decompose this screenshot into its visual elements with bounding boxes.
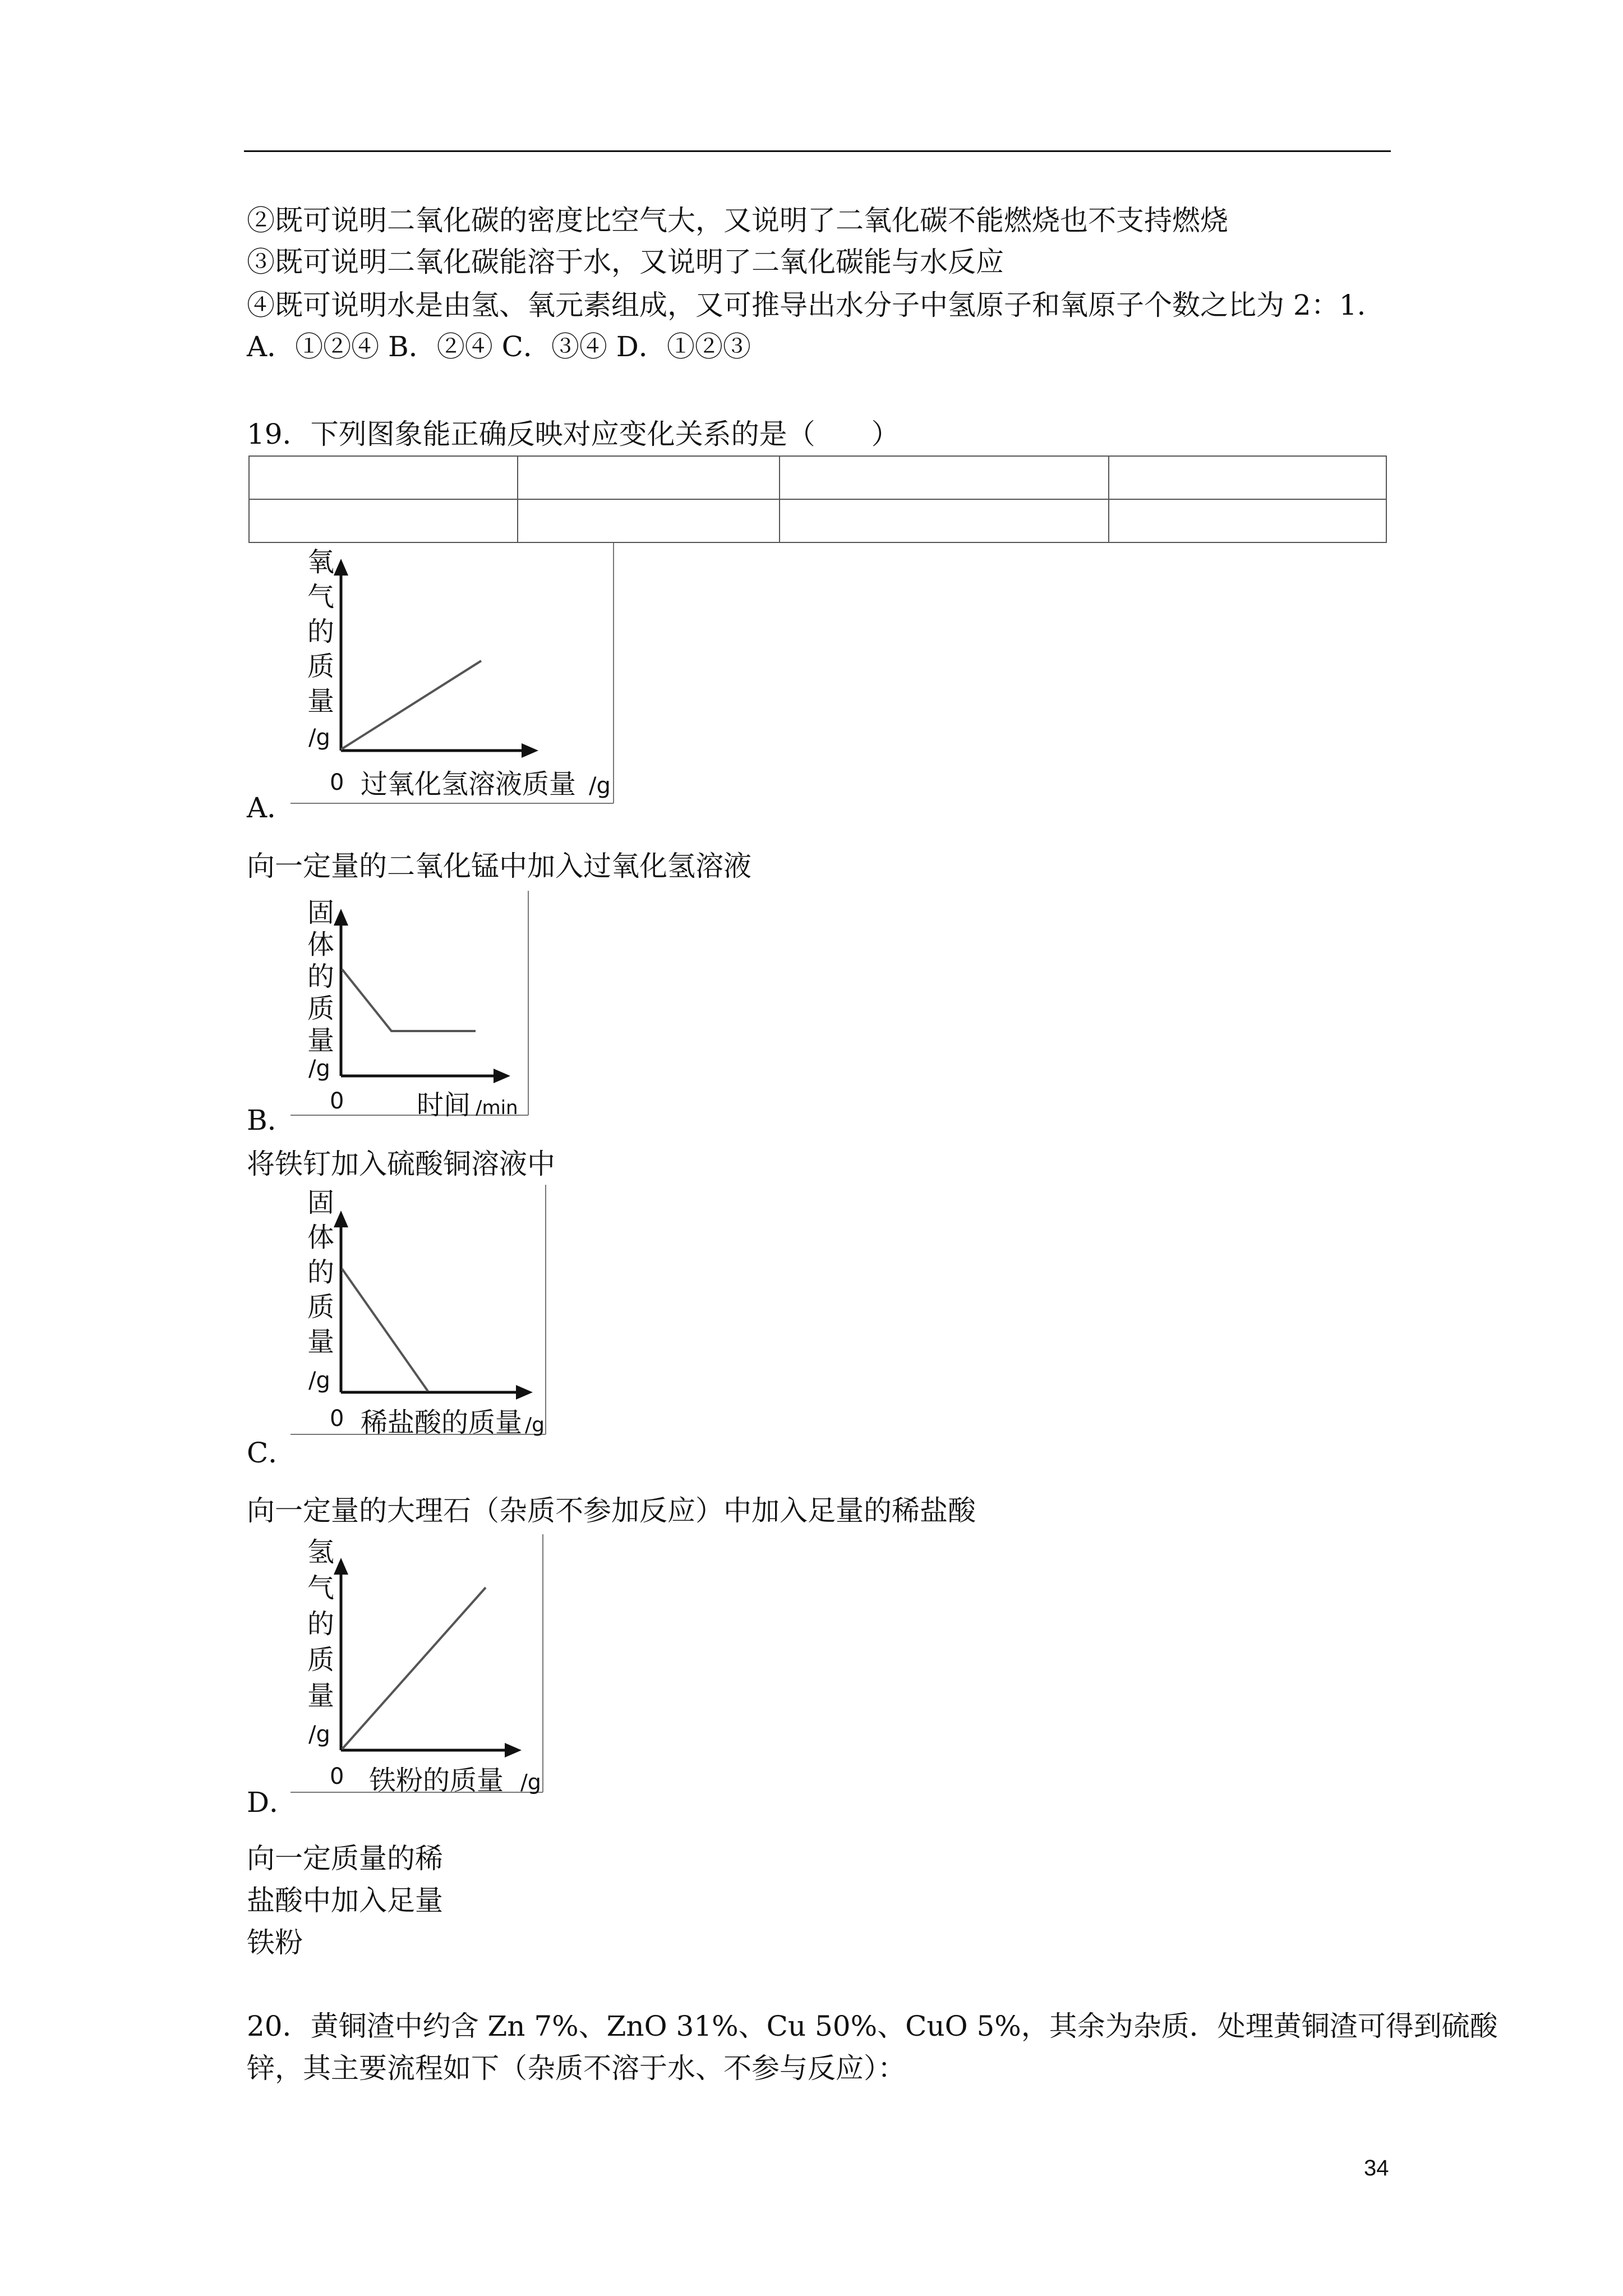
x-label: 铁粉的质量 [369,1765,504,1795]
table-cell [518,499,780,542]
answer-options-q18: A．①②④ B．②④ C．③④ D．①②③ [247,330,751,363]
x-axis-arrow [494,1069,510,1083]
y-unit: /g [308,1722,330,1747]
y-label-char: 气 [307,581,335,613]
origin-label: 0 [330,1088,344,1114]
table-cell [249,499,518,542]
x-unit: /g [520,1770,541,1795]
statement-2: ②既可说明二氧化碳的密度比空气大，又说明了二氧化碳不能燃烧也不支持燃烧 [247,204,1228,237]
y-unit: /g [308,1056,330,1082]
x-axis-arrow [516,1385,533,1400]
option-a-description: 向一定量的二氧化锰中加入过氧化氢溶液 [247,850,751,882]
table-row [249,456,1386,499]
table-cell [1109,456,1386,499]
origin-label: 0 [330,1406,344,1432]
y-label-char: 量 [307,1326,335,1358]
y-axis-arrow [334,1558,348,1575]
option-d-letter: D． [247,1786,298,1819]
y-label-char: 质 [307,1644,335,1676]
option-b-letter: B． [247,1104,296,1137]
y-label-char: 气 [307,1572,335,1604]
y-axis-arrow [334,559,348,576]
y-label-char: 固 [307,897,335,928]
y-label-char: 体 [307,929,335,960]
table-cell [249,456,518,499]
x-unit: /g [525,1414,545,1437]
graph-b [291,891,532,1118]
origin-label: 0 [330,770,344,795]
x-axis-arrow [505,1743,522,1757]
option-b-description: 将铁钉加入硫酸铜溶液中 [247,1148,555,1180]
y-label-char: 量 [307,1680,335,1711]
question-20-line-1: 20．黄铜渣中约含 Zn 7%、ZnO 31%、Cu 50%、CuO 5%，其余为杂质．处理黄铜渣可得到硫酸 [247,2010,1498,2042]
plot-line [342,969,476,1031]
y-axis-arrow [334,909,348,926]
plot-line [342,1588,486,1749]
graph-c [291,1185,548,1437]
header-rule [244,150,1391,152]
y-label-char: 的 [307,1257,335,1288]
option-d-description-line-2: 盐酸中加入足量 [247,1884,443,1917]
y-unit: /g [308,1368,330,1393]
graph-d [291,1534,546,1795]
y-label-char: 质 [307,1291,335,1323]
y-label-char: 的 [307,961,335,992]
table-row [249,499,1386,542]
question-20-line-2: 锌，其主要流程如下（杂质不溶于水、不参与反应）： [247,2052,906,2085]
y-label-char: 质 [307,993,335,1024]
option-c-letter: C． [247,1437,297,1469]
x-label: 稀盐酸的质量 [361,1407,523,1437]
y-label-char: 固 [307,1187,335,1218]
y-unit: /g [308,725,330,751]
origin-label: 0 [330,1764,344,1789]
plot-line [341,661,481,749]
y-label-char: 氢 [307,1536,335,1568]
y-label-char: 量 [307,685,335,717]
y-label-char: 的 [307,1608,335,1640]
question-19-stem: 19．下列图象能正确反映对应变化关系的是（ ） [247,418,900,450]
y-label-char: 质 [307,651,335,682]
y-label-char: 的 [307,616,335,647]
statement-3: ③既可说明二氧化碳能溶于水，又说明了二氧化碳能与水反应 [247,246,1004,278]
option-c-description: 向一定量的大理石（杂质不参加反应）中加入足量的稀盐酸 [247,1494,976,1527]
option-a-letter: A． [247,792,296,824]
table-cell [1109,499,1386,542]
x-axis-arrow [522,743,538,758]
table-cell [780,456,1109,499]
option-d-description-line-3: 铁粉 [247,1926,303,1959]
statement-4: ④既可说明水是由氢、氧元素组成，又可推导出水分子中氢原子和氧原子个数之比为 2：1. [247,289,1366,321]
y-label-char: 氧 [307,546,335,578]
page-number: 34 [1364,2156,1389,2180]
x-unit: /min [476,1097,518,1118]
y-label-char: 量 [307,1025,335,1056]
answer-grid-table [248,455,1387,543]
x-label: 时间 [417,1089,471,1118]
x-label: 过氧化氢溶液质量 [361,769,577,800]
table-cell [518,456,780,499]
option-d-description-line-1: 向一定质量的稀 [247,1842,443,1875]
table-cell [780,499,1109,542]
y-label-char: 体 [307,1222,335,1253]
graph-a [291,543,616,807]
y-axis-arrow [334,1211,348,1227]
x-unit: /g [589,773,611,799]
plot-line [342,1269,428,1391]
